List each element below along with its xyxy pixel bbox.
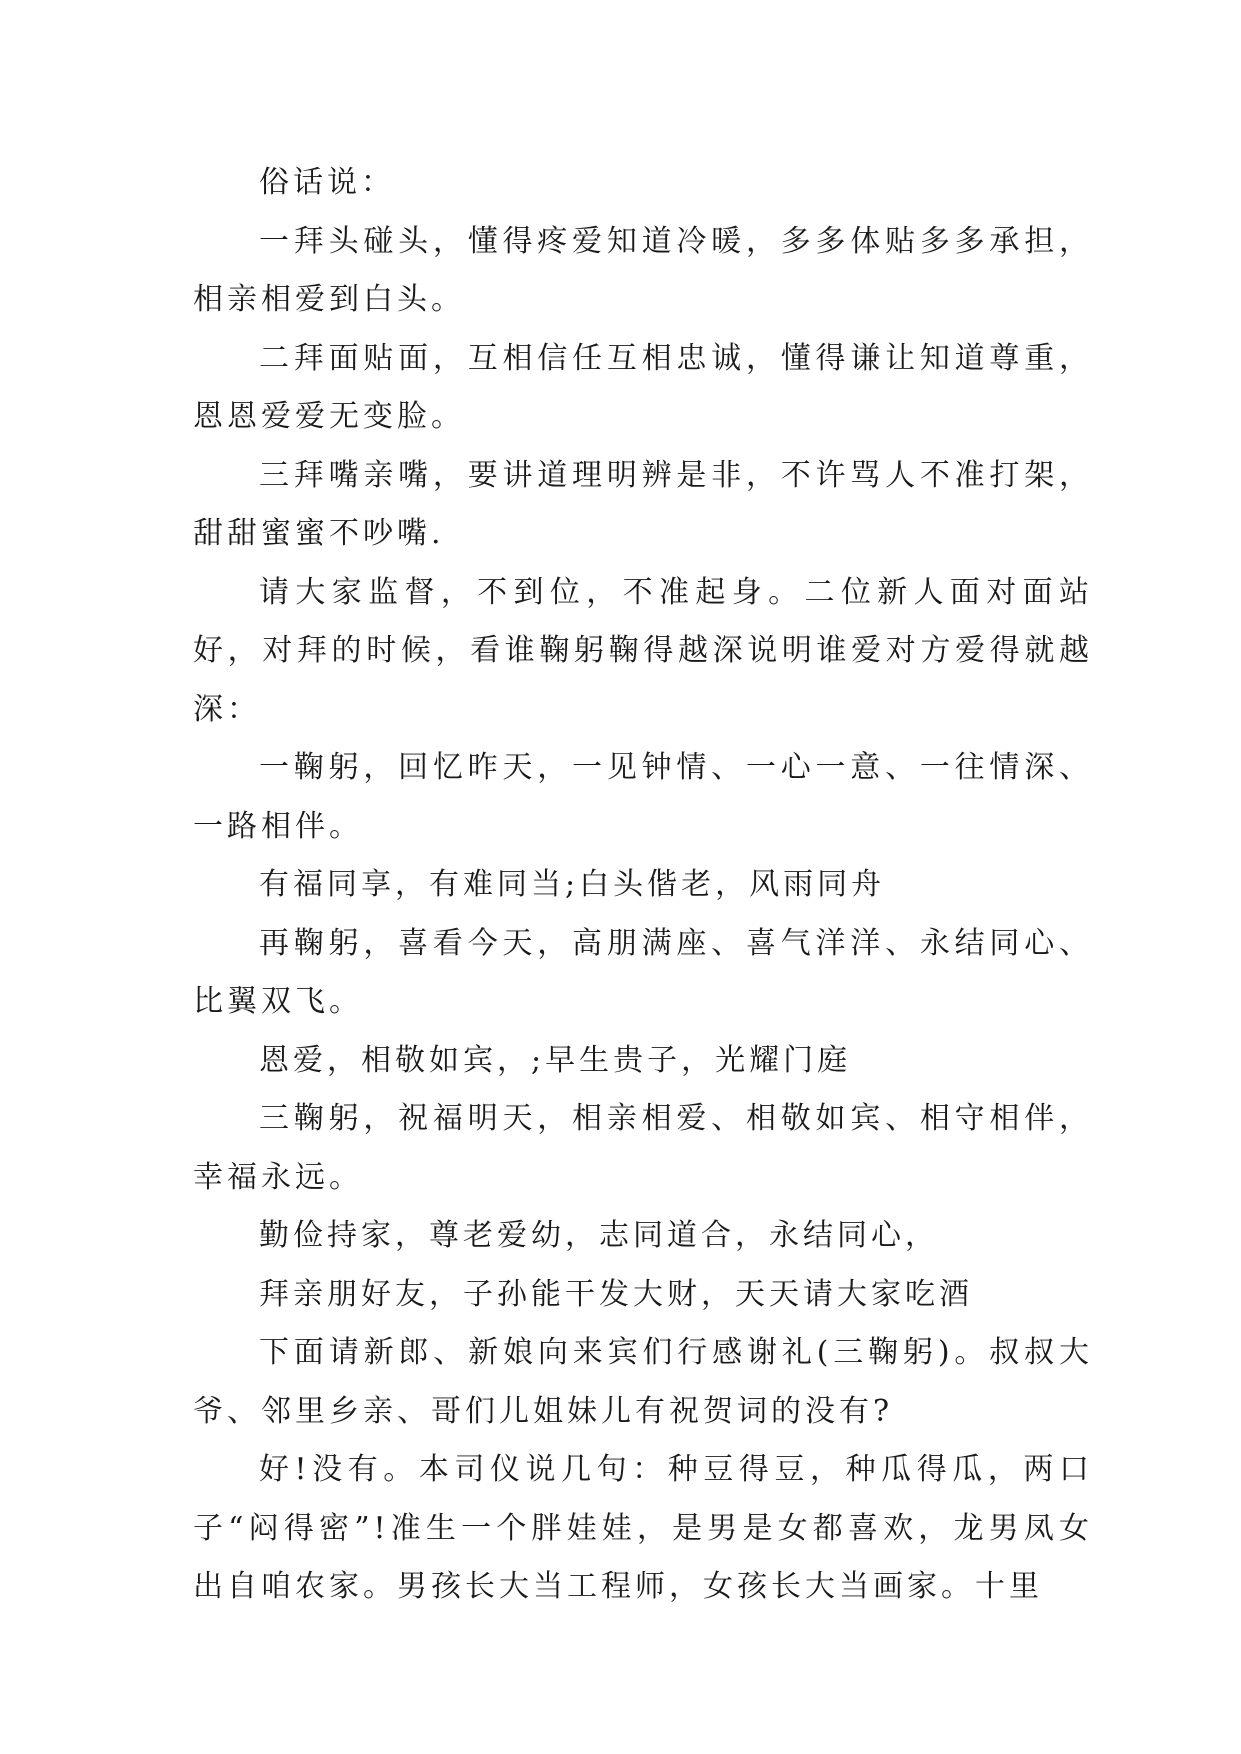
paragraph: 二拜面贴面，互相信任互相忠诚，懂得谦让知道尊重，恩恩爱爱无变脸。 xyxy=(193,340,1093,434)
paragraph: 下面请新郎、新娘向来宾们行感谢礼(三鞠躬)。叔叔大爷、邻里乡亲、哥们儿姐妹儿有祝贺词的没有? xyxy=(193,1335,1093,1429)
paragraph: 勤俭持家，尊老爱幼，志同道合，永结同心， xyxy=(259,1218,939,1253)
paragraph: 俗话说： xyxy=(259,165,395,200)
paragraph: 恩爱，相敬如宾，;早生贵子，光耀门庭 xyxy=(259,1042,852,1078)
paragraph: 请大家监督，不到位，不准起身。二位新人面对面站好，对拜的时候，看谁鞠躬鞠得越深说明谁爱对方爱得就越深： xyxy=(193,574,1093,727)
paragraph: 拜亲朋好友，子孙能干发大财，天天请大家吃酒 xyxy=(259,1276,973,1312)
paragraph: 一拜头碰头，懂得疼爱知道冷暖，多多体贴多多承担，相亲相爱到白头。 xyxy=(193,223,1093,317)
paragraph: 三拜嘴亲嘴，要讲道理明辨是非，不许骂人不准打架，甜甜蜜蜜不吵嘴. xyxy=(193,457,1093,551)
paragraph: 好!没有。本司仪说几句：种豆得豆，种瓜得瓜，两口子“闷得密”!准生一个胖娃娃，是男是女都喜欢，龙男凤女出自咱农家。男孩长大当工程师，女孩长大当画家。十里 xyxy=(193,1452,1093,1604)
paragraph: 再鞠躬，喜看今天，高朋满座、喜气洋洋、永结同心、比翼双飞。 xyxy=(193,925,1093,1019)
paragraph: 一鞠躬，回忆昨天，一见钟情、一心一意、一往情深、一路相伴。 xyxy=(193,750,1093,844)
paragraph: 三鞠躬，祝福明天，相亲相爱、相敬如宾、相守相伴，幸福永远。 xyxy=(193,1101,1093,1195)
paragraph: 有福同享，有难同当;白头偕老，风雨同舟 xyxy=(259,867,886,902)
document-body xyxy=(193,154,1093,1617)
